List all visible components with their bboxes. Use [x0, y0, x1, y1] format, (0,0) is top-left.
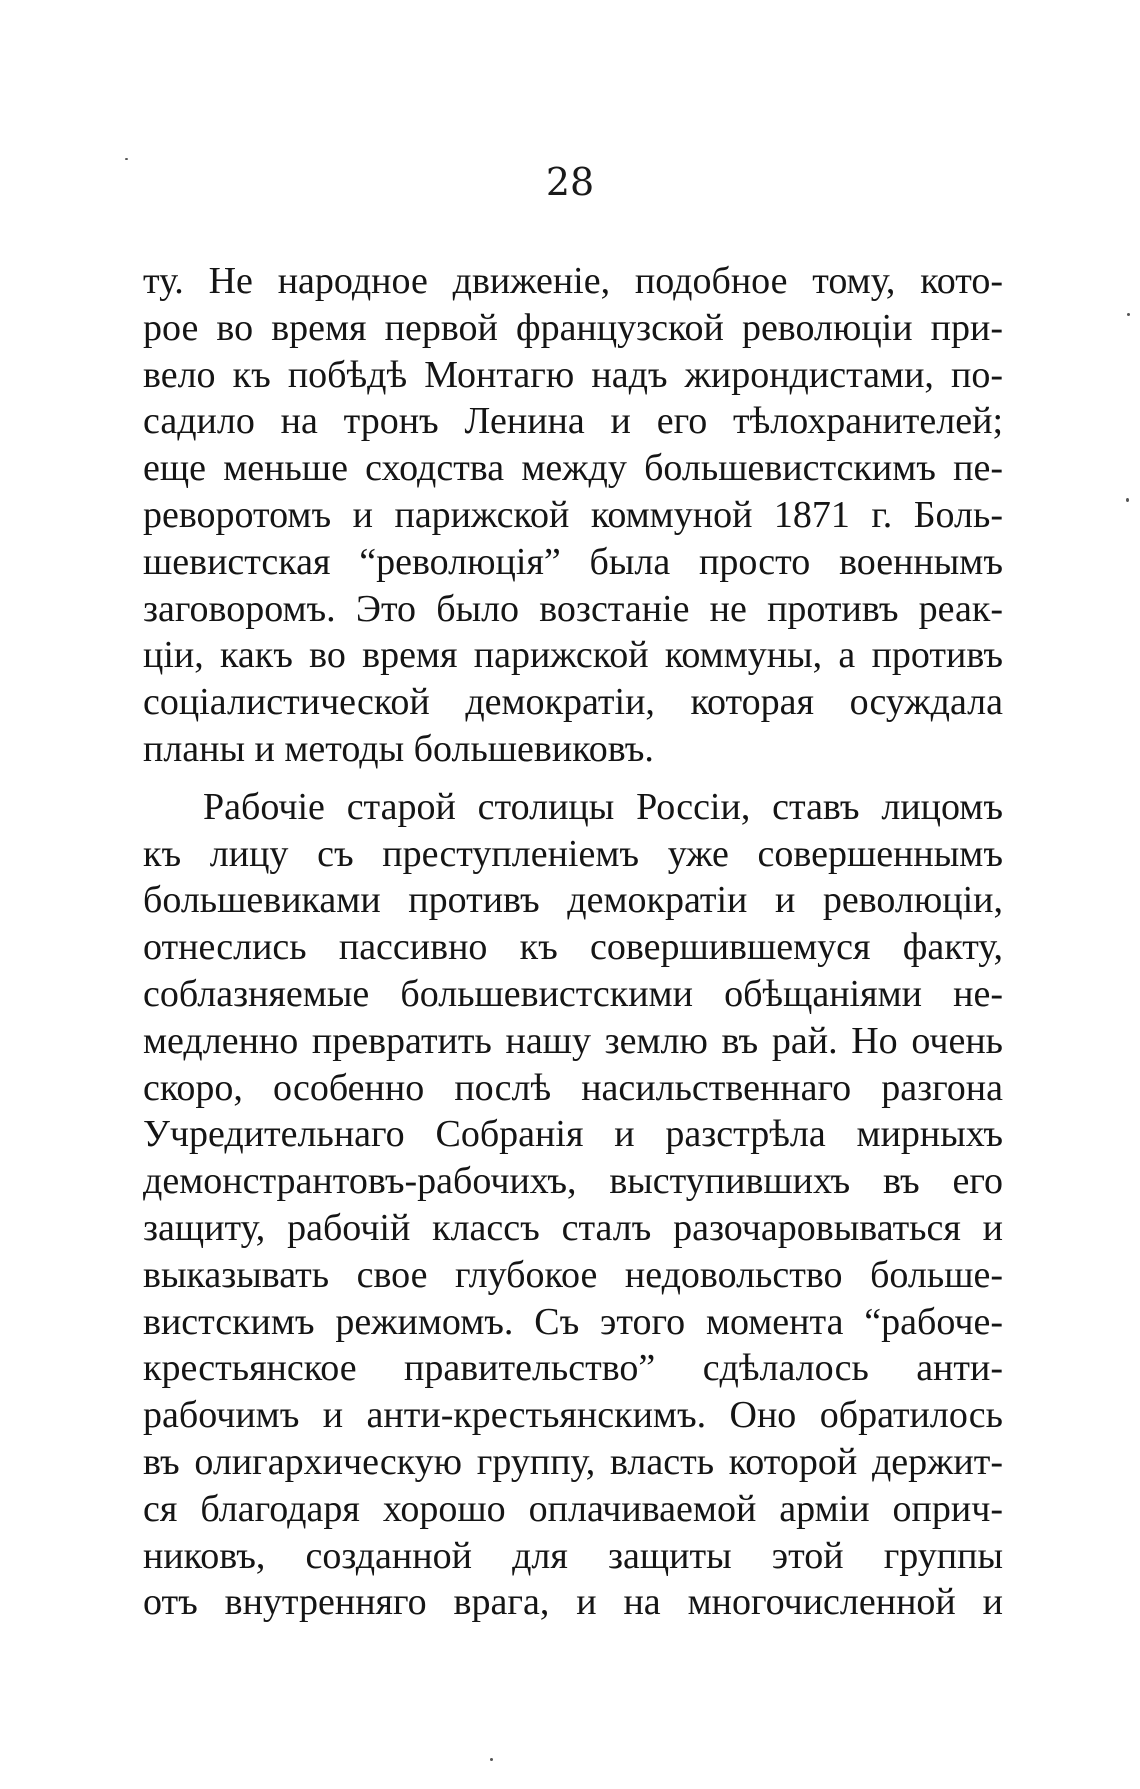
text-line: крестьянское правительство” сдѣлалось анти- [143, 1347, 1003, 1390]
text-line: соблазняемые большевистскими обѣщаніями не- [143, 972, 1003, 1015]
page-number: 28 [545, 160, 595, 204]
text-line: заговоромъ. Это было возстаніе не противъ реак- [143, 587, 1003, 630]
text-line: садило на тронъ Ленина и его тѣлохранителей; [143, 400, 1003, 443]
text-line: ся благодаря хорошо оплачиваемой арміи оприч- [143, 1487, 1003, 1530]
text-line: скоро, особенно послѣ насильственнаго разгона [143, 1066, 1003, 1109]
text-line: демонстрантовъ-рабочихъ, выступившихъ въ его [143, 1160, 1003, 1203]
text-line: медленно превратить нашу землю въ рай. Но очень [143, 1019, 1003, 1062]
text-line: большевиками противъ демократіи и революціи, [143, 879, 1003, 922]
paragraph-2 [143, 784, 1003, 1626]
text-line: къ лицу съ преступленіемъ уже совершеннымъ [143, 832, 1003, 875]
text-line: никовъ, созданной для защиты этой группы [143, 1534, 1003, 1577]
ink-speck [1126, 498, 1129, 502]
text-line: еще меньше сходства между большевистскимъ пе- [143, 447, 1003, 490]
text-line: Рабочіе старой столицы Россіи, ставъ лицомъ [203, 785, 1003, 828]
body-text [143, 258, 1003, 1626]
text-line: въ олигархическую группу, власть которой держит- [143, 1440, 1003, 1483]
text-line: выказывать свое глубокое недовольство больше- [143, 1253, 1003, 1296]
ink-speck [490, 1758, 493, 1761]
text-line: соціалистической демократіи, которая осуждала [143, 681, 1003, 724]
text-line: рабочимъ и анти-крестьянскимъ. Оно обратилось [143, 1394, 1003, 1437]
paragraph-gap [143, 773, 1003, 784]
ink-speck [125, 158, 128, 160]
text-line: ціи, какъ во время парижской коммуны, а противъ [143, 634, 1003, 677]
text-line: реворотомъ и парижской коммуной 1871 г. Боль- [143, 493, 1003, 536]
ink-speck [1127, 313, 1130, 316]
text-line: защиту, рабочій классъ сталъ разочаровываться и [143, 1206, 1003, 1249]
text-line: рое во время первой французской революціи при- [143, 306, 1003, 349]
text-line: шевистская “революція” была просто военнымъ [143, 540, 1003, 583]
text-line: ту. Не народное движеніе, подобное тому, кото- [143, 260, 1003, 302]
text-line: вистскимъ режимомъ. Съ этого момента “рабоче- [143, 1300, 1003, 1343]
paragraph-1 [143, 258, 1003, 773]
text-line: вело къ побѣдѣ Монтагю надъ жирондистами, по- [143, 353, 1003, 396]
text-line: Учредительнаго Собранія и разстрѣла мирныхъ [143, 1113, 1003, 1156]
text-line: отъ внутренняго врага, и на многочисленной и [143, 1581, 1003, 1624]
text-line: отнеслись пассивно къ совершившемуся факту, [143, 926, 1003, 969]
text-line: планы и методы большевиковъ. [143, 727, 654, 770]
